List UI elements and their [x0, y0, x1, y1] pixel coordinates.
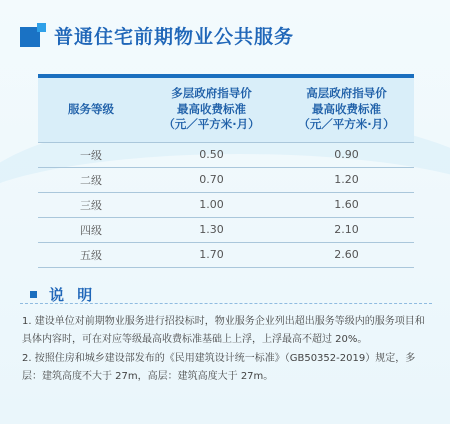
- table-row: [38, 242, 414, 267]
- square-bullet-icon: [20, 23, 46, 47]
- note-item-2: 2. 按照住房和城乡建设部发布的《民用建筑设计统一标准》（GB50352-2019）规定，多层：建筑高度不大于 27m，高层：建筑高度大于 27m。: [22, 353, 416, 382]
- note-item-1: 1. 建设单位对前期物业服务进行招投标时，物业服务企业列出超出服务等级内的服务项目和具体内容时，可在对应等级最高收费标准基础上上浮，上浮最高不超过 20%。: [22, 316, 425, 345]
- notes-body: [22, 313, 434, 387]
- cell-high-price: 2.10: [279, 217, 414, 242]
- cell-multi-price: 0.50: [144, 142, 279, 167]
- dashed-divider: [20, 303, 432, 304]
- table-row: [38, 192, 414, 217]
- header-multi-line1: 多层政府指导价: [171, 86, 252, 100]
- header-high-line2: 最高收费标准: [312, 101, 381, 116]
- cell-high-price: 1.60: [279, 192, 414, 217]
- cell-level: 五级: [38, 242, 144, 267]
- header-high-line3: （元／平方米·月）: [298, 117, 395, 132]
- table-row: [38, 142, 414, 167]
- cell-multi-price: 1.00: [144, 192, 279, 217]
- square-bullet-icon: [30, 291, 37, 298]
- cell-multi-price: 1.30: [144, 217, 279, 242]
- notes-title: 说 明: [49, 286, 97, 304]
- table-row: [38, 217, 414, 242]
- fee-table-header: [38, 76, 414, 142]
- cell-high-price: 2.60: [279, 242, 414, 267]
- header-multi-line3: （元／平方米·月）: [163, 117, 260, 132]
- header-multi-line2: 最高收费标准: [177, 101, 246, 116]
- header-high-rise: [279, 76, 414, 142]
- page-title: 普通住宅前期物业公共服务: [54, 25, 295, 48]
- cell-level: 三级: [38, 192, 144, 217]
- header-high-line1: 高层政府指导价: [306, 86, 387, 100]
- cell-multi-price: 1.70: [144, 242, 279, 267]
- cell-level: 四级: [38, 217, 144, 242]
- notes-header: [30, 284, 96, 305]
- fee-table: [38, 74, 414, 268]
- cell-multi-price: 0.70: [144, 167, 279, 192]
- cell-level: 二级: [38, 167, 144, 192]
- cell-level: 一级: [38, 142, 144, 167]
- cell-high-price: 1.20: [279, 167, 414, 192]
- header-service-level: 服务等级: [68, 101, 114, 116]
- header-multi-storey: [144, 76, 279, 142]
- cell-high-price: 0.90: [279, 142, 414, 167]
- table-row: [38, 167, 414, 192]
- page-header: [20, 20, 294, 50]
- fee-table-body: [38, 142, 414, 267]
